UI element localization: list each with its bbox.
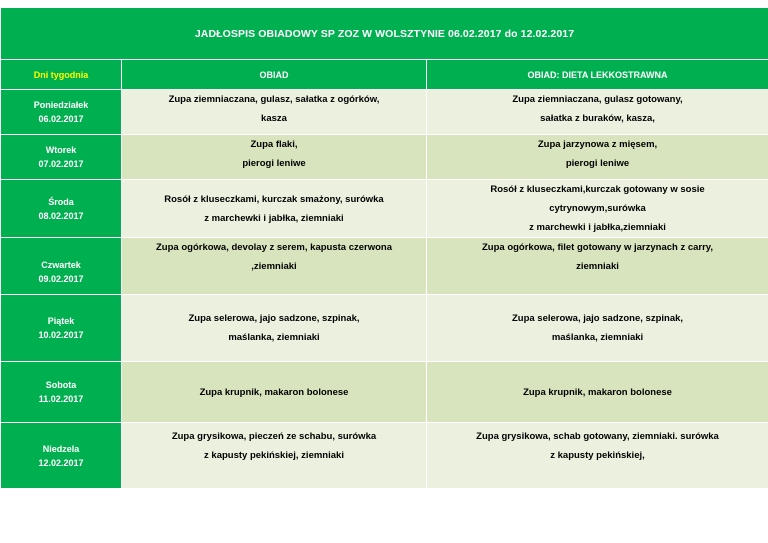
day-date: 07.02.2017 <box>38 159 84 169</box>
meal-line: Zupa ogórkowa, devolay z serem, kapusta czerwona <box>156 242 392 253</box>
day-date: 11.02.2017 <box>38 394 84 404</box>
meal-line: Zupa krupnik, makaron bolonese <box>523 386 672 398</box>
row-friday <box>1 295 768 362</box>
row-sunday <box>1 423 768 489</box>
dieta-cell <box>427 238 768 295</box>
meal-line: pierogi leniwe <box>565 158 630 169</box>
meal-line: Zupa ziemniaczana, gulasz, sałatka z ogórków, <box>168 94 380 105</box>
row-wednesday <box>1 180 768 238</box>
day-cell <box>1 423 122 489</box>
dieta-cell <box>427 295 768 362</box>
obiad-cell <box>122 90 427 135</box>
row-tuesday <box>1 135 768 180</box>
meal-line: z marchewki i jabłka, ziemniaki <box>204 212 344 224</box>
dieta-cell <box>427 135 768 180</box>
meal-line: Zupa grysikowa, schab gotowany, ziemniaki. surówka <box>476 431 719 442</box>
meal-line: ,ziemniaki <box>251 261 297 272</box>
meal-line: Zupa ogórkowa, filet gotowany w jarzynach z carry, <box>481 242 714 253</box>
day-date: 10.02.2017 <box>38 330 84 340</box>
meal-line: ziemniaki <box>576 261 619 272</box>
meal-line: Zupa grysikowa, pieczeń ze schabu, surówka <box>171 431 377 442</box>
row-saturday <box>1 362 768 423</box>
meal-line: kasza <box>261 113 287 124</box>
day-cell <box>1 180 122 238</box>
day-name: Środa <box>48 196 74 207</box>
obiad-cell <box>122 135 427 180</box>
dieta-cell <box>427 180 768 238</box>
meal-line: Zupa jarzynowa z mięsem, <box>537 139 658 150</box>
meal-line: maślanka, ziemniaki <box>228 332 320 343</box>
meal-line: Rosół z kluseczkami, kurczak smażony, surówka <box>164 193 384 205</box>
header-obiad: OBIAD <box>122 60 427 90</box>
meal-line: sałatka z buraków, kasza, <box>540 113 655 124</box>
dieta-cell <box>427 423 768 489</box>
menu-table <box>0 7 768 489</box>
meal-line: Zupa selerowa, jajo sadzone, szpinak, <box>511 313 684 324</box>
day-cell <box>1 238 122 295</box>
day-name: Piątek <box>47 316 75 326</box>
meal-line: Zupa selerowa, jajo sadzone, szpinak, <box>188 313 360 324</box>
day-name: Czwartek <box>41 260 81 270</box>
meal-line: Zupa flaki, <box>250 139 298 150</box>
day-cell <box>1 362 122 423</box>
obiad-cell <box>122 180 427 238</box>
obiad-cell <box>122 238 427 295</box>
day-date: 09.02.2017 <box>38 274 84 284</box>
day-cell <box>1 90 122 135</box>
obiad-cell <box>122 362 427 423</box>
meal-line: maślanka, ziemniaki <box>551 332 644 343</box>
dieta-cell <box>427 90 768 135</box>
day-date: 08.02.2017 <box>38 210 84 221</box>
menu-title: JADŁOSPIS OBIADOWY SP ZOZ W WOLSZTYNIE 06.02.2017 do 12.02.2017 <box>1 8 768 60</box>
day-cell <box>1 295 122 362</box>
day-date: 12.02.2017 <box>38 457 84 468</box>
meal-line: z kapusty pekińskiej, <box>550 450 645 461</box>
day-cell <box>1 135 122 180</box>
meal-line: Zupa ziemniaczana, gulasz gotowany, <box>512 94 683 105</box>
day-name: Wtorek <box>45 145 77 155</box>
dieta-cell <box>427 362 768 423</box>
row-thursday <box>1 238 768 295</box>
day-date: 06.02.2017 <box>38 114 84 124</box>
row-monday <box>1 90 768 135</box>
meal-line: z kapusty pekińskiej, ziemniaki <box>204 450 344 461</box>
header-day: Dni tygodnia <box>1 60 122 90</box>
day-name: Sobota <box>45 380 77 390</box>
day-name: Niedzela <box>42 443 80 454</box>
meal-line: z marchewki i jabłka,ziemniaki <box>529 222 666 233</box>
day-name: Poniedziałek <box>33 100 89 110</box>
header-dieta: OBIAD: DIETA LEKKOSTRAWNA <box>427 60 768 90</box>
meal-line: cytrynowym,surówka <box>549 203 646 214</box>
meal-line: Zupa krupnik, makaron bolonese <box>199 386 349 398</box>
obiad-cell <box>122 423 427 489</box>
meal-line: pierogi leniwe <box>242 158 306 169</box>
meal-line: Rosół z kluseczkami,kurczak gotowany w sosie <box>490 184 705 195</box>
obiad-cell <box>122 295 427 362</box>
